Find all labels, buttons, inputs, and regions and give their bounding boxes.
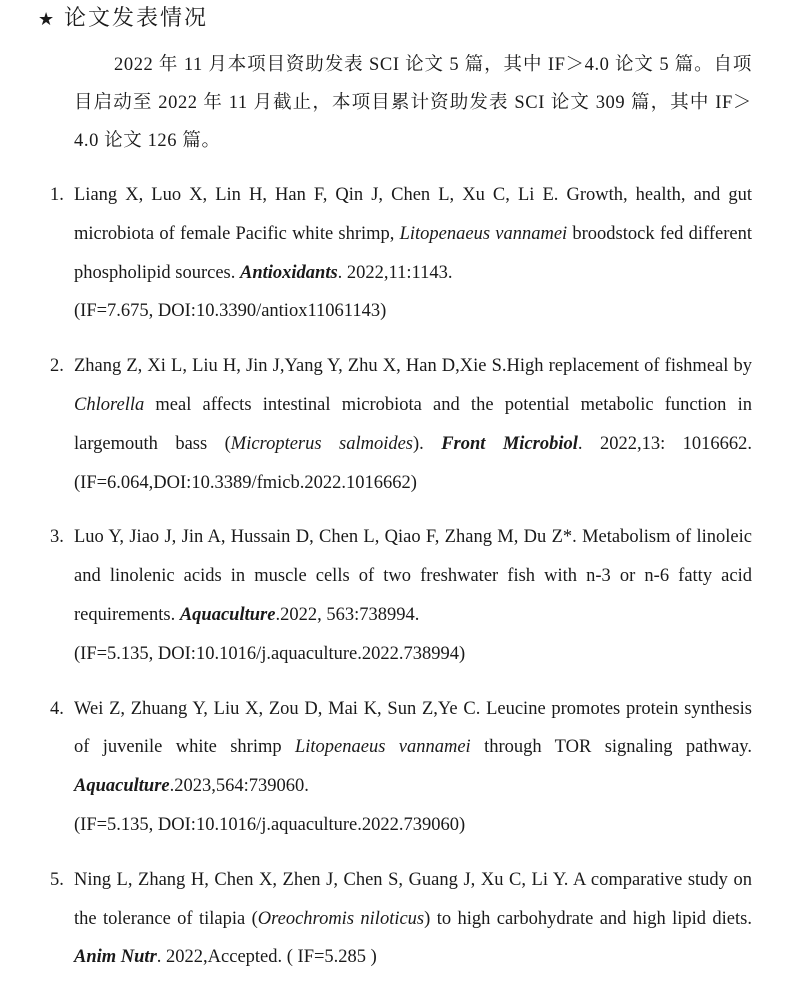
- species-name: Micropterus salmoides: [230, 433, 413, 454]
- reference-details: .2022, 563:738994.: [275, 604, 420, 625]
- journal-name: Antioxidants: [239, 262, 338, 283]
- reference-text: broodstock fed different phospholipid sources.: [74, 223, 752, 283]
- reference-details: . 2022,11:1143.: [337, 262, 453, 283]
- species-name: Oreochromis niloticus: [257, 908, 425, 929]
- reference-number: 4.: [50, 698, 64, 719]
- species-name: Chlorella: [74, 394, 145, 415]
- reference-item: [0, 176, 800, 331]
- reference-text: ) to high carbohydrate and high lipid diets.: [424, 908, 752, 929]
- reference-text: ).: [413, 433, 442, 454]
- section-title: 论文发表情况: [64, 6, 209, 31]
- reference-authors-title: Wei Z, Zhuang Y, Liu X, Zou D, Mai K, Sun Z,Ye C. Leucine promotes protein synthesis of juvenile white shrimp: [74, 698, 752, 758]
- species-name: Litopenaeus vannamei: [399, 223, 568, 244]
- reference-list: [0, 176, 800, 993]
- reference-doi: (IF=5.135, DOI:10.1016/j.aquaculture.2022.738994): [74, 643, 466, 664]
- reference-number: 2.: [50, 356, 64, 377]
- reference-number: 1.: [50, 185, 64, 205]
- reference-doi: (IF=5.135, DOI:10.1016/j.aquaculture.2022.739060): [74, 814, 466, 835]
- reference-authors-title: Zhang Z, Xi L, Liu H, Jin J,Yang Y, Zhu X, Han D,Xie S.High replacement of fishmeal by: [74, 356, 752, 377]
- journal-name: Aquaculture: [74, 776, 170, 797]
- reference-authors-title: Liang X, Luo X, Lin H, Han F, Qin J, Chen L, Xu C, Li E. Growth, health, and gut microbiota of female Pacific white shrimp,: [74, 185, 752, 244]
- summary-paragraph: 2022 年 11 月本项目资助发表 SCI 论文 5 篇，其中 IF＞4.0 论文 5 篇。自项目启动至 2022 年 11 月截止，本项目累计资助发表 SCI 论文 309 篇，其中 IF＞4.0 论文 126 篇。: [74, 55, 752, 151]
- reference-number: 3.: [50, 527, 64, 548]
- reference-authors-title: Ning L, Zhang H, Chen X, Zhen J, Chen S, Guang J, Xu C, Li Y. A comparative study on the tolerance of tilapia (: [74, 869, 752, 929]
- reference-authors-title: Luo Y, Jiao J, Jin A, Hussain D, Chen L, Qiao F, Zhang M, Du Z*. Metabolism of linoleic and linolenic acids in muscle cells of two freshwater fish with n-3 or n-6 fatty acid requirements.: [74, 527, 752, 625]
- reference-details: .2023,564:739060.: [169, 776, 309, 797]
- reference-item: [0, 690, 800, 845]
- reference-details: . 2022,13: 1016662.(IF=6.064,DOI:10.3389/fmicb.2022.1016662): [74, 433, 752, 493]
- journal-name: Front Microbiol: [441, 433, 578, 454]
- reference-text: through TOR signaling pathway.: [470, 737, 752, 758]
- reference-item: [0, 347, 800, 502]
- star-icon: ★: [38, 9, 55, 30]
- reference-item: [0, 518, 800, 673]
- reference-number: 5.: [50, 869, 64, 890]
- reference-doi: (IF=7.675, DOI:10.3390/antiox11061143): [74, 301, 387, 322]
- journal-name: Anim Nutr: [74, 947, 157, 968]
- reference-text: meal affects intestinal microbiota and the potential metabolic function in largemouth bass (: [74, 394, 752, 454]
- journal-name: Aquaculture: [179, 604, 276, 625]
- section-heading: [38, 4, 208, 35]
- reference-details: . 2022,Accepted. ( IF=5.285 ): [156, 947, 377, 968]
- reference-item: [0, 861, 800, 977]
- species-name: Litopenaeus vannamei: [294, 737, 471, 758]
